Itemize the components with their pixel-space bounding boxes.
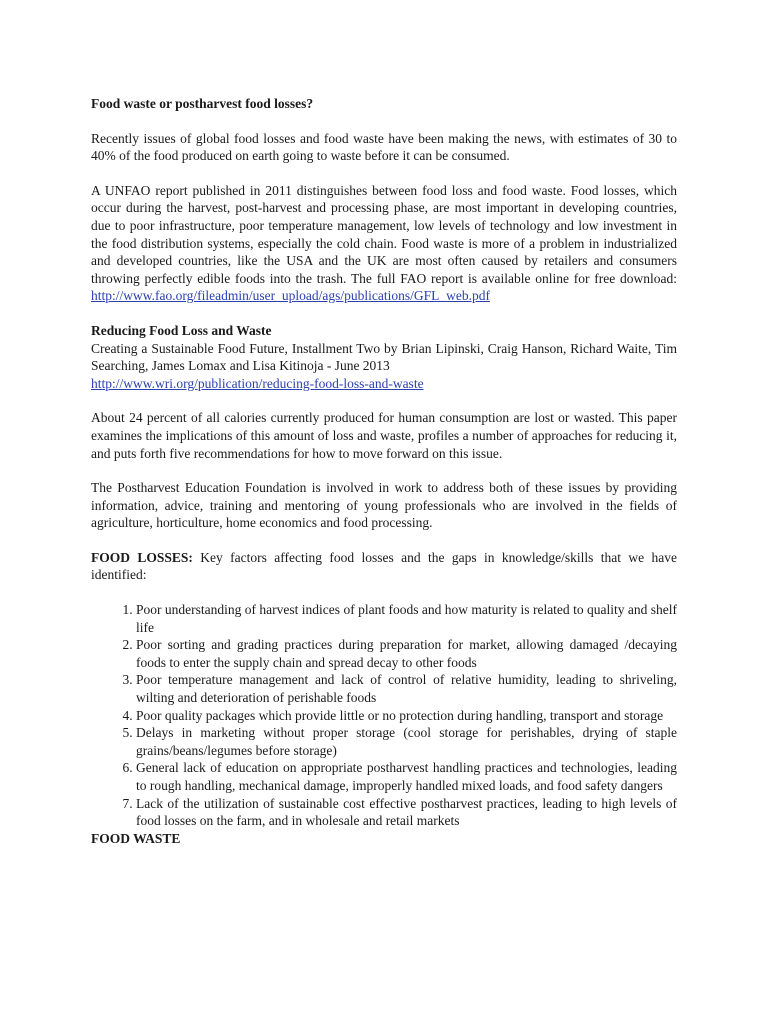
wri-publication-link[interactable]: http://www.wri.org/publication/reducing-food-loss-and-waste bbox=[91, 375, 424, 391]
list-item: 5. Delays in marketing without proper storage (cool storage for perishables, drying of staple grains/beans/legumes before storage) bbox=[136, 724, 677, 759]
list-item: 7. Lack of the utilization of sustainable cost effective postharvest practices, leading to high levels of food losses on the farm, and in wholesale and retail markets bbox=[136, 795, 677, 830]
doc-title: Food waste or postharvest food losses? bbox=[91, 96, 314, 111]
fao-report-link[interactable]: http://www.fao.org/fileadmin/user_upload/ags/publications/GFL_web.pdf bbox=[91, 288, 490, 304]
unfao-paragraph bbox=[91, 182, 677, 305]
reducing-heading: Reducing Food Loss and Waste bbox=[91, 322, 272, 338]
list-item: 4. Poor quality packages which provide little or no protection during handling, transport and storage bbox=[136, 707, 677, 725]
reducing-citation: Creating a Sustainable Food Future, Installment Two by Brian Lipinski, Craig Hanson, Richard Waite, Tim Searching, James Lomax and Lisa Kitinoja - June 2013 bbox=[91, 340, 677, 374]
list-item: 2. Poor sorting and grading practices during preparation for market, allowing damaged /decaying foods to enter the supply chain and spread decay to other foods bbox=[136, 636, 677, 671]
list-item: 6. General lack of education on appropriate postharvest handling practices and technologies, leading to rough handling, mechanical damage, improperly handled mixed loads, and food safety dangers bbox=[136, 759, 677, 794]
food-losses-paragraph bbox=[91, 549, 677, 584]
food-losses-lead: FOOD LOSSES: bbox=[91, 549, 193, 565]
wri-link-line bbox=[91, 375, 677, 393]
factors-list bbox=[91, 601, 677, 830]
calories-paragraph: About 24 percent of all calories currently produced for human consumption are lost or wasted. This paper examines the implications of this amount of loss and waste, profiles a number of approaches for reducing it, and puts forth five recommendations for how to move forward on this issue. bbox=[91, 410, 677, 461]
document-body bbox=[91, 95, 677, 847]
list-item: 1. Poor understanding of harvest indices of plant foods and how maturity is related to quality and shelf life bbox=[136, 601, 677, 636]
list-item: 3. Poor temperature management and lack of control of relative humidity, leading to shriveling, wilting and deterioration of perishable foods bbox=[136, 671, 677, 706]
intro-paragraph: Recently issues of global food losses and food waste have been making the news, with estimates of 30 to 40% of the food produced on earth going to waste before it can be consumed. bbox=[91, 130, 677, 164]
unfao-text: A UNFAO report published in 2011 distinguishes between food loss and food waste. Food losses, which occur during the harvest, post-harvest and processing phase, are most important in developing countries, due to poor infrastructure, poor temperature management, low levels of technology and low investment in the food distribution systems, especially the cold chain. Food waste is more of a problem in industrialized and developed countries, like the USA and the UK are most often caused by retailers and consumers throwing perfectly edible foods into the trash. The full FAO report is available online for free download: bbox=[91, 182, 677, 286]
foundation-paragraph: The Postharvest Education Foundation is involved in work to address both of these issues by providing information, advice, training and mentoring of young professionals who are involved in the fields of agriculture, horticulture, home economics and food processing. bbox=[91, 480, 677, 531]
food-losses-text: Key factors affecting food losses and the gaps in knowledge/skills that we have identified: bbox=[91, 549, 678, 583]
food-waste-heading: FOOD WASTE bbox=[91, 830, 181, 846]
